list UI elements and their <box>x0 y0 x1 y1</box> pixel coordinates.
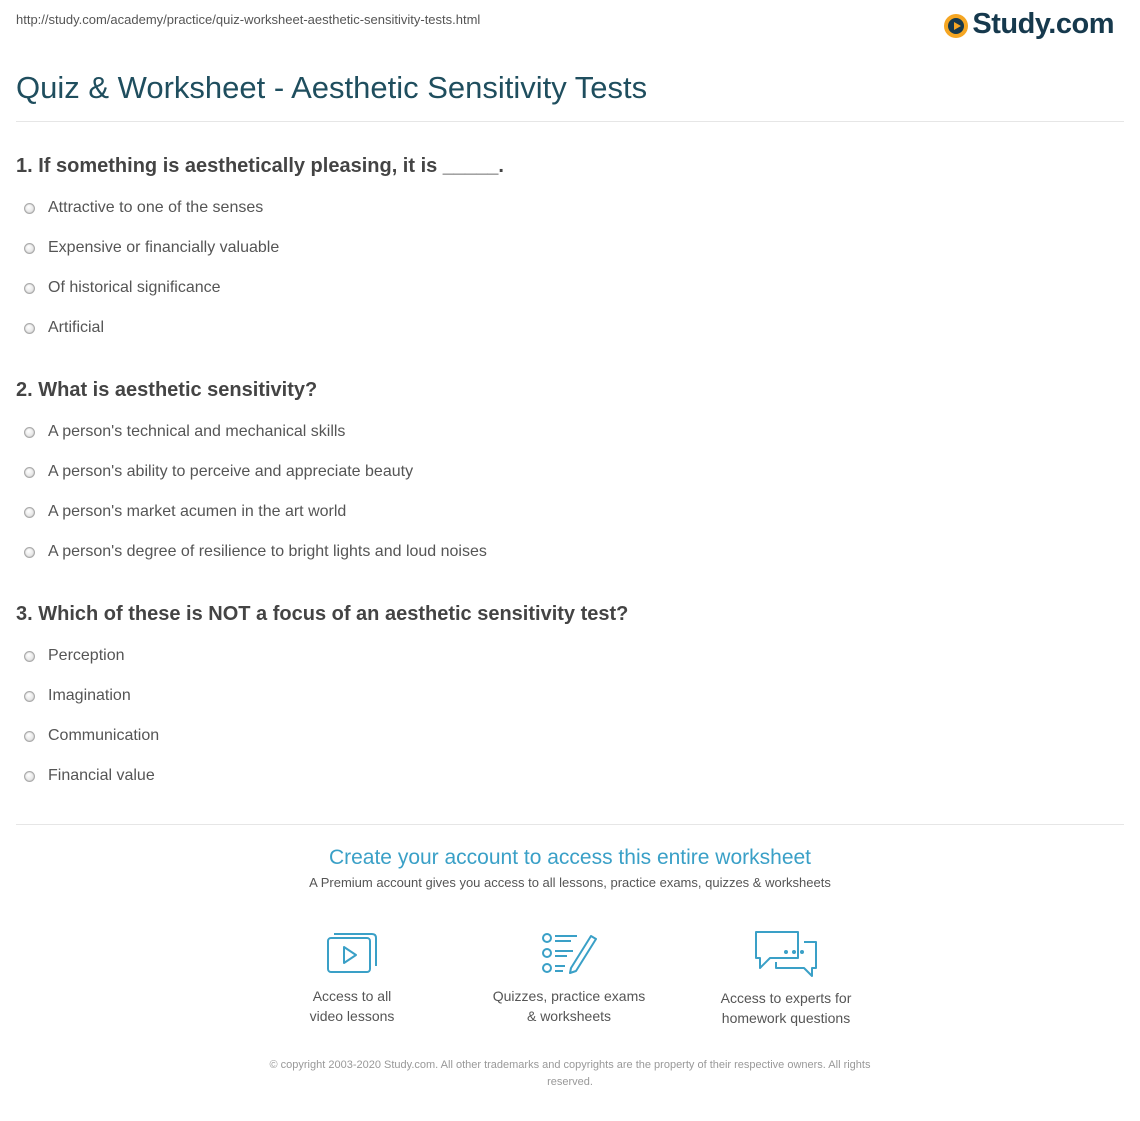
question-text: Which of these is NOT a focus of an aesthetic sensitivity test? <box>38 603 629 625</box>
copyright-footer <box>215 1057 925 1091</box>
feature-line: & worksheets <box>526 1008 612 1024</box>
footer-line: reserved. <box>547 1076 593 1088</box>
top-bar <box>0 0 1140 50</box>
option-label: A person's market acumen in the art world <box>48 503 347 520</box>
radio-button[interactable] <box>24 771 35 782</box>
feature-line: Access to all <box>312 988 392 1004</box>
footer-line: © copyright 2003-2020 Study.com. All other trademarks and copyrights are the property of their respective owners. All rights <box>269 1059 871 1071</box>
question-number: 2. <box>16 379 33 401</box>
radio-button[interactable] <box>24 731 35 742</box>
feature-experts <box>686 928 886 1028</box>
radio-button[interactable] <box>24 323 35 334</box>
option-label: A person's ability to perceive and appreciate beauty <box>48 463 414 480</box>
page-title: Quiz & Worksheet - Aesthetic Sensitivity Tests <box>16 70 648 105</box>
radio-button[interactable] <box>24 243 35 254</box>
feature-video-lessons <box>252 928 452 1026</box>
feature-line: Quizzes, practice exams <box>492 988 646 1004</box>
cta-subtitle: A Premium account gives you access to all lessons, practice exams, quizzes & worksheets <box>309 875 831 890</box>
question-text: If something is aesthetically pleasing, it is _____. <box>38 155 504 177</box>
radio-button[interactable] <box>24 507 35 518</box>
signup-cta <box>0 846 1140 890</box>
question-text: What is aesthetic sensitivity? <box>38 379 318 401</box>
answer-option[interactable] <box>24 727 159 745</box>
radio-button[interactable] <box>24 651 35 662</box>
answer-option[interactable] <box>24 423 345 441</box>
answer-option[interactable] <box>24 767 155 785</box>
feature-quizzes <box>469 928 669 1026</box>
radio-button[interactable] <box>24 203 35 214</box>
question-number: 3. <box>16 603 33 625</box>
answer-option[interactable] <box>24 543 487 561</box>
question-2 <box>16 379 1116 560</box>
answer-option[interactable] <box>24 463 413 481</box>
logo-text: Study.com <box>972 8 1114 40</box>
page-url: http://study.com/academy/practice/quiz-worksheet-aesthetic-sensitivity-tests.html <box>16 12 481 27</box>
divider <box>16 824 1124 825</box>
option-label: Of historical significance <box>48 279 221 296</box>
cta-link[interactable]: Create your account to access this entire worksheet <box>328 846 812 869</box>
answer-option[interactable] <box>24 199 263 217</box>
option-label: Perception <box>48 647 125 664</box>
video-lesson-icon <box>326 928 378 976</box>
chat-bubbles-icon <box>754 928 818 978</box>
answer-option[interactable] <box>24 319 104 337</box>
quiz-checklist-icon <box>541 928 597 976</box>
radio-button[interactable] <box>24 691 35 702</box>
answer-option[interactable] <box>24 647 125 665</box>
option-label: Expensive or financially valuable <box>48 239 280 256</box>
answer-option[interactable] <box>24 503 346 521</box>
option-label: A person's degree of resilience to bright lights and loud noises <box>48 543 487 560</box>
feature-line: video lessons <box>309 1008 395 1024</box>
answer-option[interactable] <box>24 687 131 705</box>
option-label: Imagination <box>48 687 131 704</box>
answer-option[interactable] <box>24 239 279 257</box>
question-1 <box>16 155 1116 336</box>
question-number: 1. <box>16 155 33 177</box>
feature-line: Access to experts for <box>720 990 852 1006</box>
question-3 <box>16 603 1116 784</box>
option-label: Financial value <box>48 767 155 784</box>
study-logo[interactable] <box>944 8 1114 41</box>
option-label: Communication <box>48 727 160 744</box>
feature-line: homework questions <box>721 1010 851 1026</box>
play-logo-icon <box>944 14 968 38</box>
divider <box>16 121 1124 122</box>
radio-button[interactable] <box>24 283 35 294</box>
radio-button[interactable] <box>24 467 35 478</box>
answer-option[interactable] <box>24 279 221 297</box>
radio-button[interactable] <box>24 547 35 558</box>
option-label: Attractive to one of the senses <box>48 199 264 216</box>
option-label: Artificial <box>48 319 105 336</box>
option-label: A person's technical and mechanical skills <box>48 423 346 440</box>
radio-button[interactable] <box>24 427 35 438</box>
